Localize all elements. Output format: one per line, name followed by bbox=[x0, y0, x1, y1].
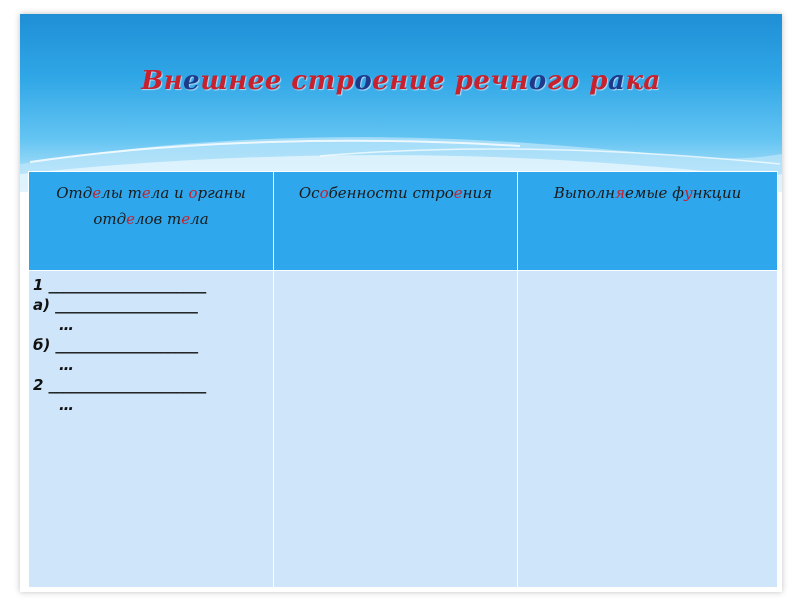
blank-line: … bbox=[59, 396, 74, 414]
blank-line: б) ___________________ bbox=[33, 336, 199, 354]
features-cell[interactable] bbox=[274, 271, 518, 588]
blank-line: 2 _____________________ bbox=[33, 376, 207, 394]
blank-line: … bbox=[59, 316, 74, 334]
functions-cell[interactable] bbox=[518, 271, 778, 588]
header-text-part: ла и bbox=[150, 184, 189, 202]
title-part: шнее стр bbox=[200, 66, 355, 96]
header-text-part: емые ф bbox=[625, 184, 684, 202]
title-part: ка bbox=[625, 66, 661, 96]
title-part: о bbox=[354, 66, 373, 96]
header-features bbox=[274, 172, 518, 271]
header-functions bbox=[518, 172, 778, 271]
table-row bbox=[29, 271, 778, 588]
header-text-part: е bbox=[141, 184, 151, 202]
header-text-part: у bbox=[683, 184, 693, 202]
header-text-part: е bbox=[453, 184, 463, 202]
header-text-part: е bbox=[126, 210, 135, 228]
wave-decoration bbox=[20, 14, 782, 192]
blank-line: 1 _____________________ bbox=[33, 276, 207, 294]
header-text-part: Выполн bbox=[553, 184, 616, 202]
header-sections bbox=[29, 172, 274, 271]
blank-line: … bbox=[59, 356, 74, 374]
header-text-part: лы т bbox=[101, 184, 142, 202]
title-part: го р bbox=[546, 66, 608, 96]
title-part: Вн bbox=[141, 66, 184, 96]
title-part: е bbox=[183, 66, 201, 96]
header-text-part: бенности стро bbox=[328, 184, 454, 202]
blank-line: а) ___________________ bbox=[33, 296, 198, 314]
title-part: а bbox=[607, 66, 626, 96]
title-part: о bbox=[528, 66, 547, 96]
header-text-part: лов т bbox=[134, 210, 182, 228]
header-text-part: е bbox=[92, 184, 102, 202]
header-text-part: о bbox=[319, 184, 329, 202]
slide-title bbox=[20, 66, 782, 96]
content-table bbox=[28, 171, 778, 588]
header-text-part: я bbox=[615, 184, 626, 202]
sections-cell[interactable] bbox=[29, 271, 274, 588]
header-text-part: Ос bbox=[298, 184, 320, 202]
title-part: ение речн bbox=[372, 66, 529, 96]
header-text-part: Отд bbox=[56, 184, 93, 202]
header-text-part: о bbox=[188, 184, 198, 202]
header-text-part: нкции bbox=[692, 184, 742, 202]
header-text-part: е bbox=[181, 210, 191, 228]
sky-background bbox=[20, 14, 782, 192]
slide bbox=[20, 14, 782, 592]
header-text-part: ния bbox=[462, 184, 493, 202]
table-header-row bbox=[29, 172, 778, 271]
header-text-part: ла bbox=[190, 210, 209, 228]
header-text-part: рганы отд bbox=[93, 184, 246, 228]
